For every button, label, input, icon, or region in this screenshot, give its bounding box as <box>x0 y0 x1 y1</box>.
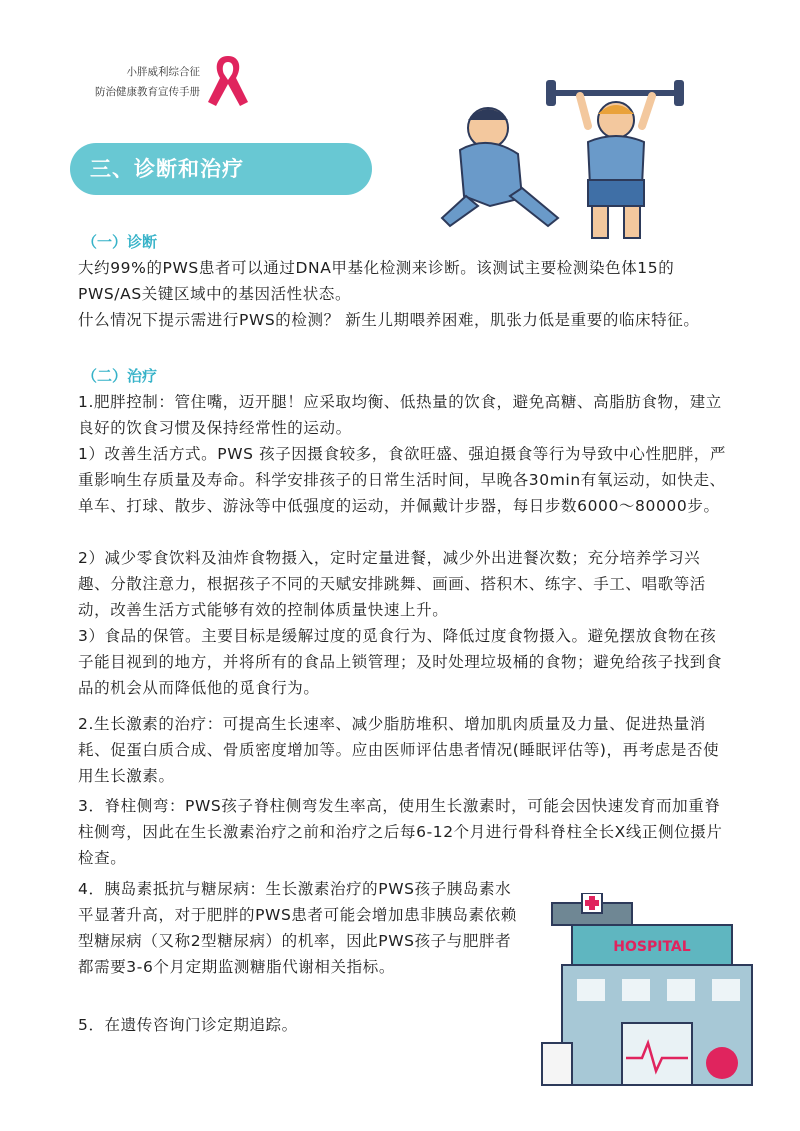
hospital-illustration-icon <box>522 893 772 1093</box>
diagnosis-paragraph-2: 什么情况下提示需进行PWS的检测？ 新生儿期喂养困难，肌张力低是重要的临床特征。 <box>78 311 700 329</box>
section-banner: 三、诊断和治疗 <box>70 143 372 195</box>
treatment-paragraph-8: 5．在遗传咨询门诊定期追踪。 <box>78 1016 298 1034</box>
diagnosis-paragraph-1: 大约99%的PWS患者可以通过DNA甲基化检测来诊断。该测试主要检测染色体15的PWS/AS关键区域中的基因活性状态。 <box>78 259 675 303</box>
treatment-heading: （二）治疗 <box>82 367 158 385</box>
treatment-paragraph-6: 3．脊柱侧弯：PWS孩子脊柱侧弯发生率高，使用生长激素时，可能会因快速发育而加重脊柱侧弯，因此在生长激素治疗之前和治疗之后每6-12个月进行骨科脊柱全长X线正侧位摄片检查。 <box>78 797 723 867</box>
brand-line-1: 小胖威利综合征 <box>126 66 200 78</box>
diagnosis-heading: （一）诊断 <box>82 233 158 251</box>
exercise-illustration-icon <box>430 68 690 248</box>
treatment-paragraph-4: 3）食品的保管。主要目标是缓解过度的觅食行为、降低过度食物摄入。避免摆放食物在孩子能目视到的地方，并将所有的食品上锁管理；及时处理垃圾桶的食物；避免给孩子找到食品的机会从而降低他的觅食行为。 <box>78 627 723 697</box>
treatment-paragraph-1: 1.肥胖控制：管住嘴，迈开腿！应采取均衡、低热量的饮食，避免高糖、高脂肪食物，建立良好的饮食习惯及保持经常性的运动。 <box>78 393 722 437</box>
brand-text <box>88 62 200 102</box>
treatment-paragraph-7: 4．胰岛素抵抗与糖尿病：生长激素治疗的PWS孩子胰岛素水平显著升高，对于肥胖的PWS患者可能会增加患非胰岛素依赖型糖尿病（又称2型糖尿病）的机率，因此PWS孩子与肥胖者都需要3-6个月定期监测糖脂代谢相关指标。 <box>78 880 517 976</box>
awareness-ribbon-icon <box>202 52 254 110</box>
brand-line-2: 防治健康教育宣传手册 <box>95 86 200 98</box>
treatment-paragraph-3: 2）减少零食饮料及油炸食物摄入，定时定量进餐，减少外出进餐次数；充分培养学习兴趣、分散注意力，根据孩子不同的天赋安排跳舞、画画、搭积木、练字、手工、唱歌等活动，改善生活方式能够有效的控制体质量快速上升。 <box>78 549 706 619</box>
treatment-paragraph-2: 1）改善生活方式。PWS 孩子因摄食较多，食欲旺盛、强迫摄食等行为导致中心性肥胖，严重影响生存质量及寿命。科学安排孩子的日常生活时间，早晚各30min有氧运动，如快走、单车、打球、散步、游泳等中低强度的运动，并佩戴计步器，每日步数6000～80000步。 <box>78 445 727 515</box>
treatment-paragraph-5: 2.生长激素的治疗：可提高生长速率、减少脂肪堆积、增加肌肉质量及力量、促进热量消耗、促蛋白质合成、骨质密度增加等。应由医师评估患者情况(睡眠评估等)，再考虑是否使用生长激素。 <box>78 715 720 785</box>
hospital-sign: HOSPITAL <box>613 939 691 955</box>
